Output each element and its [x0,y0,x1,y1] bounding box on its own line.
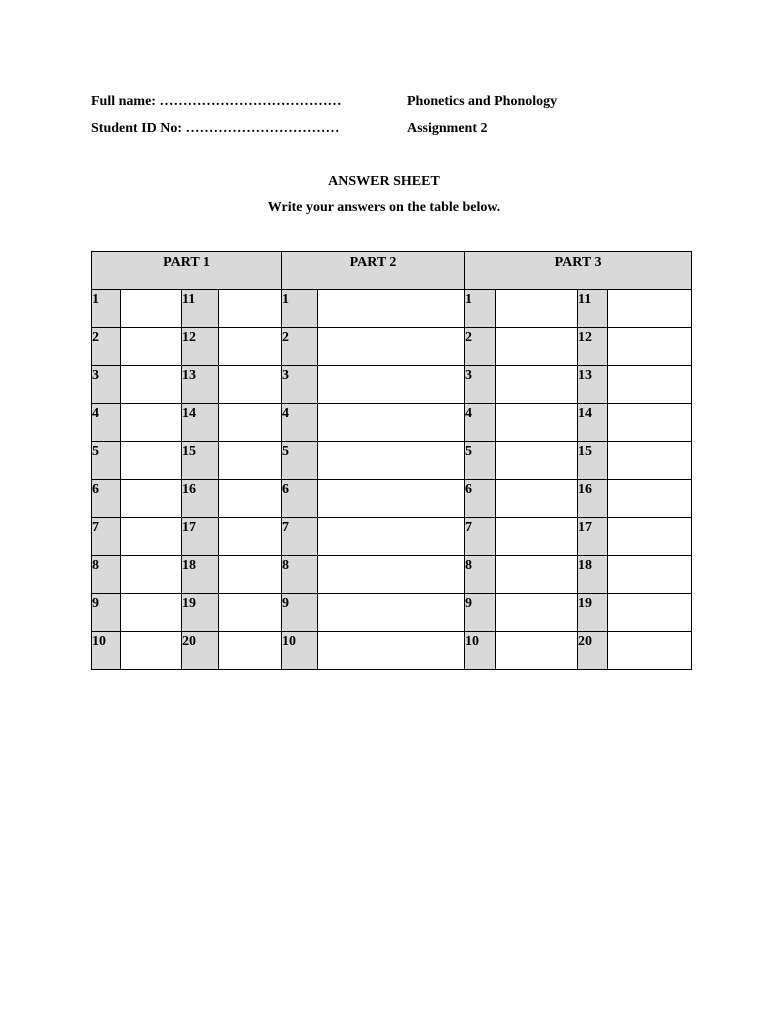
part-3-question-number: 12 [578,328,608,366]
part-2-question-number: 2 [282,328,318,366]
part-1-answer-cell[interactable] [219,328,282,366]
part-3-question-number: 15 [578,442,608,480]
part-2-answer-cell[interactable] [318,632,465,670]
part-1-question-number: 8 [92,556,121,594]
table-row [92,366,692,404]
part-1-answer-cell[interactable] [219,366,282,404]
part-1-answer-cell[interactable] [219,518,282,556]
part-3-answer-cell[interactable] [608,594,692,632]
part-3-question-number: 7 [465,518,496,556]
part-3-answer-cell[interactable] [608,480,692,518]
part-3-question-number: 4 [465,404,496,442]
part-2-question-number: 7 [282,518,318,556]
part-2-question-number: 6 [282,480,318,518]
part-2-question-number: 9 [282,594,318,632]
part-3-answer-cell[interactable] [496,328,578,366]
part-1-question-number: 18 [182,556,219,594]
part-2-answer-cell[interactable] [318,556,465,594]
table-row [92,556,692,594]
part-3-question-number: 20 [578,632,608,670]
part-3-question-number: 11 [578,290,608,328]
part-2-answer-cell[interactable] [318,518,465,556]
table-row [92,594,692,632]
part-1-answer-cell[interactable] [121,632,182,670]
part-2-header: PART 2 [282,252,465,290]
part-2-question-number: 4 [282,404,318,442]
part-2-question-number: 3 [282,366,318,404]
part-2-answer-cell[interactable] [318,480,465,518]
part-3-answer-cell[interactable] [496,404,578,442]
part-3-answer-cell[interactable] [608,290,692,328]
part-3-question-number: 2 [465,328,496,366]
part-1-answer-cell[interactable] [121,594,182,632]
part-1-answer-cell[interactable] [121,328,182,366]
part-3-question-number: 5 [465,442,496,480]
instruction-text: Write your answers on the table below. [267,200,501,215]
part-3-question-number: 18 [578,556,608,594]
part-1-question-number: 15 [182,442,219,480]
part-1-answer-cell[interactable] [121,290,182,328]
part-1-question-number: 5 [92,442,121,480]
part-2-answer-cell[interactable] [318,366,465,404]
part-3-question-number: 17 [578,518,608,556]
part-1-question-number: 2 [92,328,121,366]
part-1-question-number: 9 [92,594,121,632]
table-row [92,328,692,366]
part-1-question-number: 13 [182,366,219,404]
part-1-answer-cell[interactable] [219,404,282,442]
part-3-question-number: 14 [578,404,608,442]
part-3-answer-cell[interactable] [608,328,692,366]
part-1-question-number: 7 [92,518,121,556]
part-1-answer-cell[interactable] [219,556,282,594]
part-3-question-number: 19 [578,594,608,632]
part-1-answer-cell[interactable] [121,480,182,518]
part-1-question-number: 17 [182,518,219,556]
part-2-question-number: 8 [282,556,318,594]
part-3-answer-cell[interactable] [496,632,578,670]
part-2-answer-cell[interactable] [318,290,465,328]
part-1-answer-cell[interactable] [121,518,182,556]
part-1-question-number: 19 [182,594,219,632]
part-1-question-number: 11 [182,290,219,328]
course-title: Phonetics and Phonology [407,94,558,109]
table-header-row [92,252,692,290]
part-3-question-number: 1 [465,290,496,328]
part-3-answer-cell[interactable] [496,594,578,632]
part-1-answer-cell[interactable] [219,480,282,518]
part-3-answer-cell[interactable] [496,290,578,328]
part-3-question-number: 9 [465,594,496,632]
part-3-answer-cell[interactable] [496,442,578,480]
assignment-title: Assignment 2 [407,121,488,136]
page-title: ANSWER SHEET [328,174,440,189]
part-1-question-number: 6 [92,480,121,518]
part-1-question-number: 20 [182,632,219,670]
part-3-answer-cell[interactable] [496,480,578,518]
part-1-answer-cell[interactable] [219,442,282,480]
part-1-answer-cell[interactable] [219,594,282,632]
part-2-question-number: 5 [282,442,318,480]
part-1-question-number: 16 [182,480,219,518]
part-3-answer-cell[interactable] [608,556,692,594]
part-3-answer-cell[interactable] [608,366,692,404]
part-3-answer-cell[interactable] [496,366,578,404]
part-2-answer-cell[interactable] [318,404,465,442]
part-3-question-number: 13 [578,366,608,404]
part-3-answer-cell[interactable] [496,518,578,556]
part-1-answer-cell[interactable] [121,366,182,404]
part-3-answer-cell[interactable] [608,442,692,480]
part-3-question-number: 3 [465,366,496,404]
full-name-field[interactable]: Full name: ………………………………… [91,94,342,109]
part-3-header: PART 3 [465,252,692,290]
part-3-question-number: 10 [465,632,496,670]
part-1-header: PART 1 [92,252,282,290]
part-1-question-number: 14 [182,404,219,442]
table-row [92,404,692,442]
part-2-answer-cell[interactable] [318,442,465,480]
part-1-answer-cell[interactable] [121,556,182,594]
part-3-answer-cell[interactable] [608,632,692,670]
part-1-question-number: 1 [92,290,121,328]
table-row [92,632,692,670]
part-1-answer-cell[interactable] [121,442,182,480]
part-1-question-number: 4 [92,404,121,442]
part-2-question-number: 1 [282,290,318,328]
part-1-question-number: 12 [182,328,219,366]
table-row [92,480,692,518]
part-1-answer-cell[interactable] [121,404,182,442]
part-1-question-number: 10 [92,632,121,670]
part-2-answer-cell[interactable] [318,328,465,366]
table-row [92,442,692,480]
part-1-question-number: 3 [92,366,121,404]
part-3-question-number: 6 [465,480,496,518]
part-2-answer-cell[interactable] [318,594,465,632]
part-3-answer-cell[interactable] [496,556,578,594]
student-id-field[interactable]: Student ID No: …………………………… [91,121,340,136]
part-2-question-number: 10 [282,632,318,670]
part-1-answer-cell[interactable] [219,290,282,328]
table-row [92,518,692,556]
part-3-question-number: 16 [578,480,608,518]
part-3-answer-cell[interactable] [608,404,692,442]
part-3-answer-cell[interactable] [608,518,692,556]
part-3-question-number: 8 [465,556,496,594]
answer-table [91,251,692,670]
table-row [92,290,692,328]
part-1-answer-cell[interactable] [219,632,282,670]
